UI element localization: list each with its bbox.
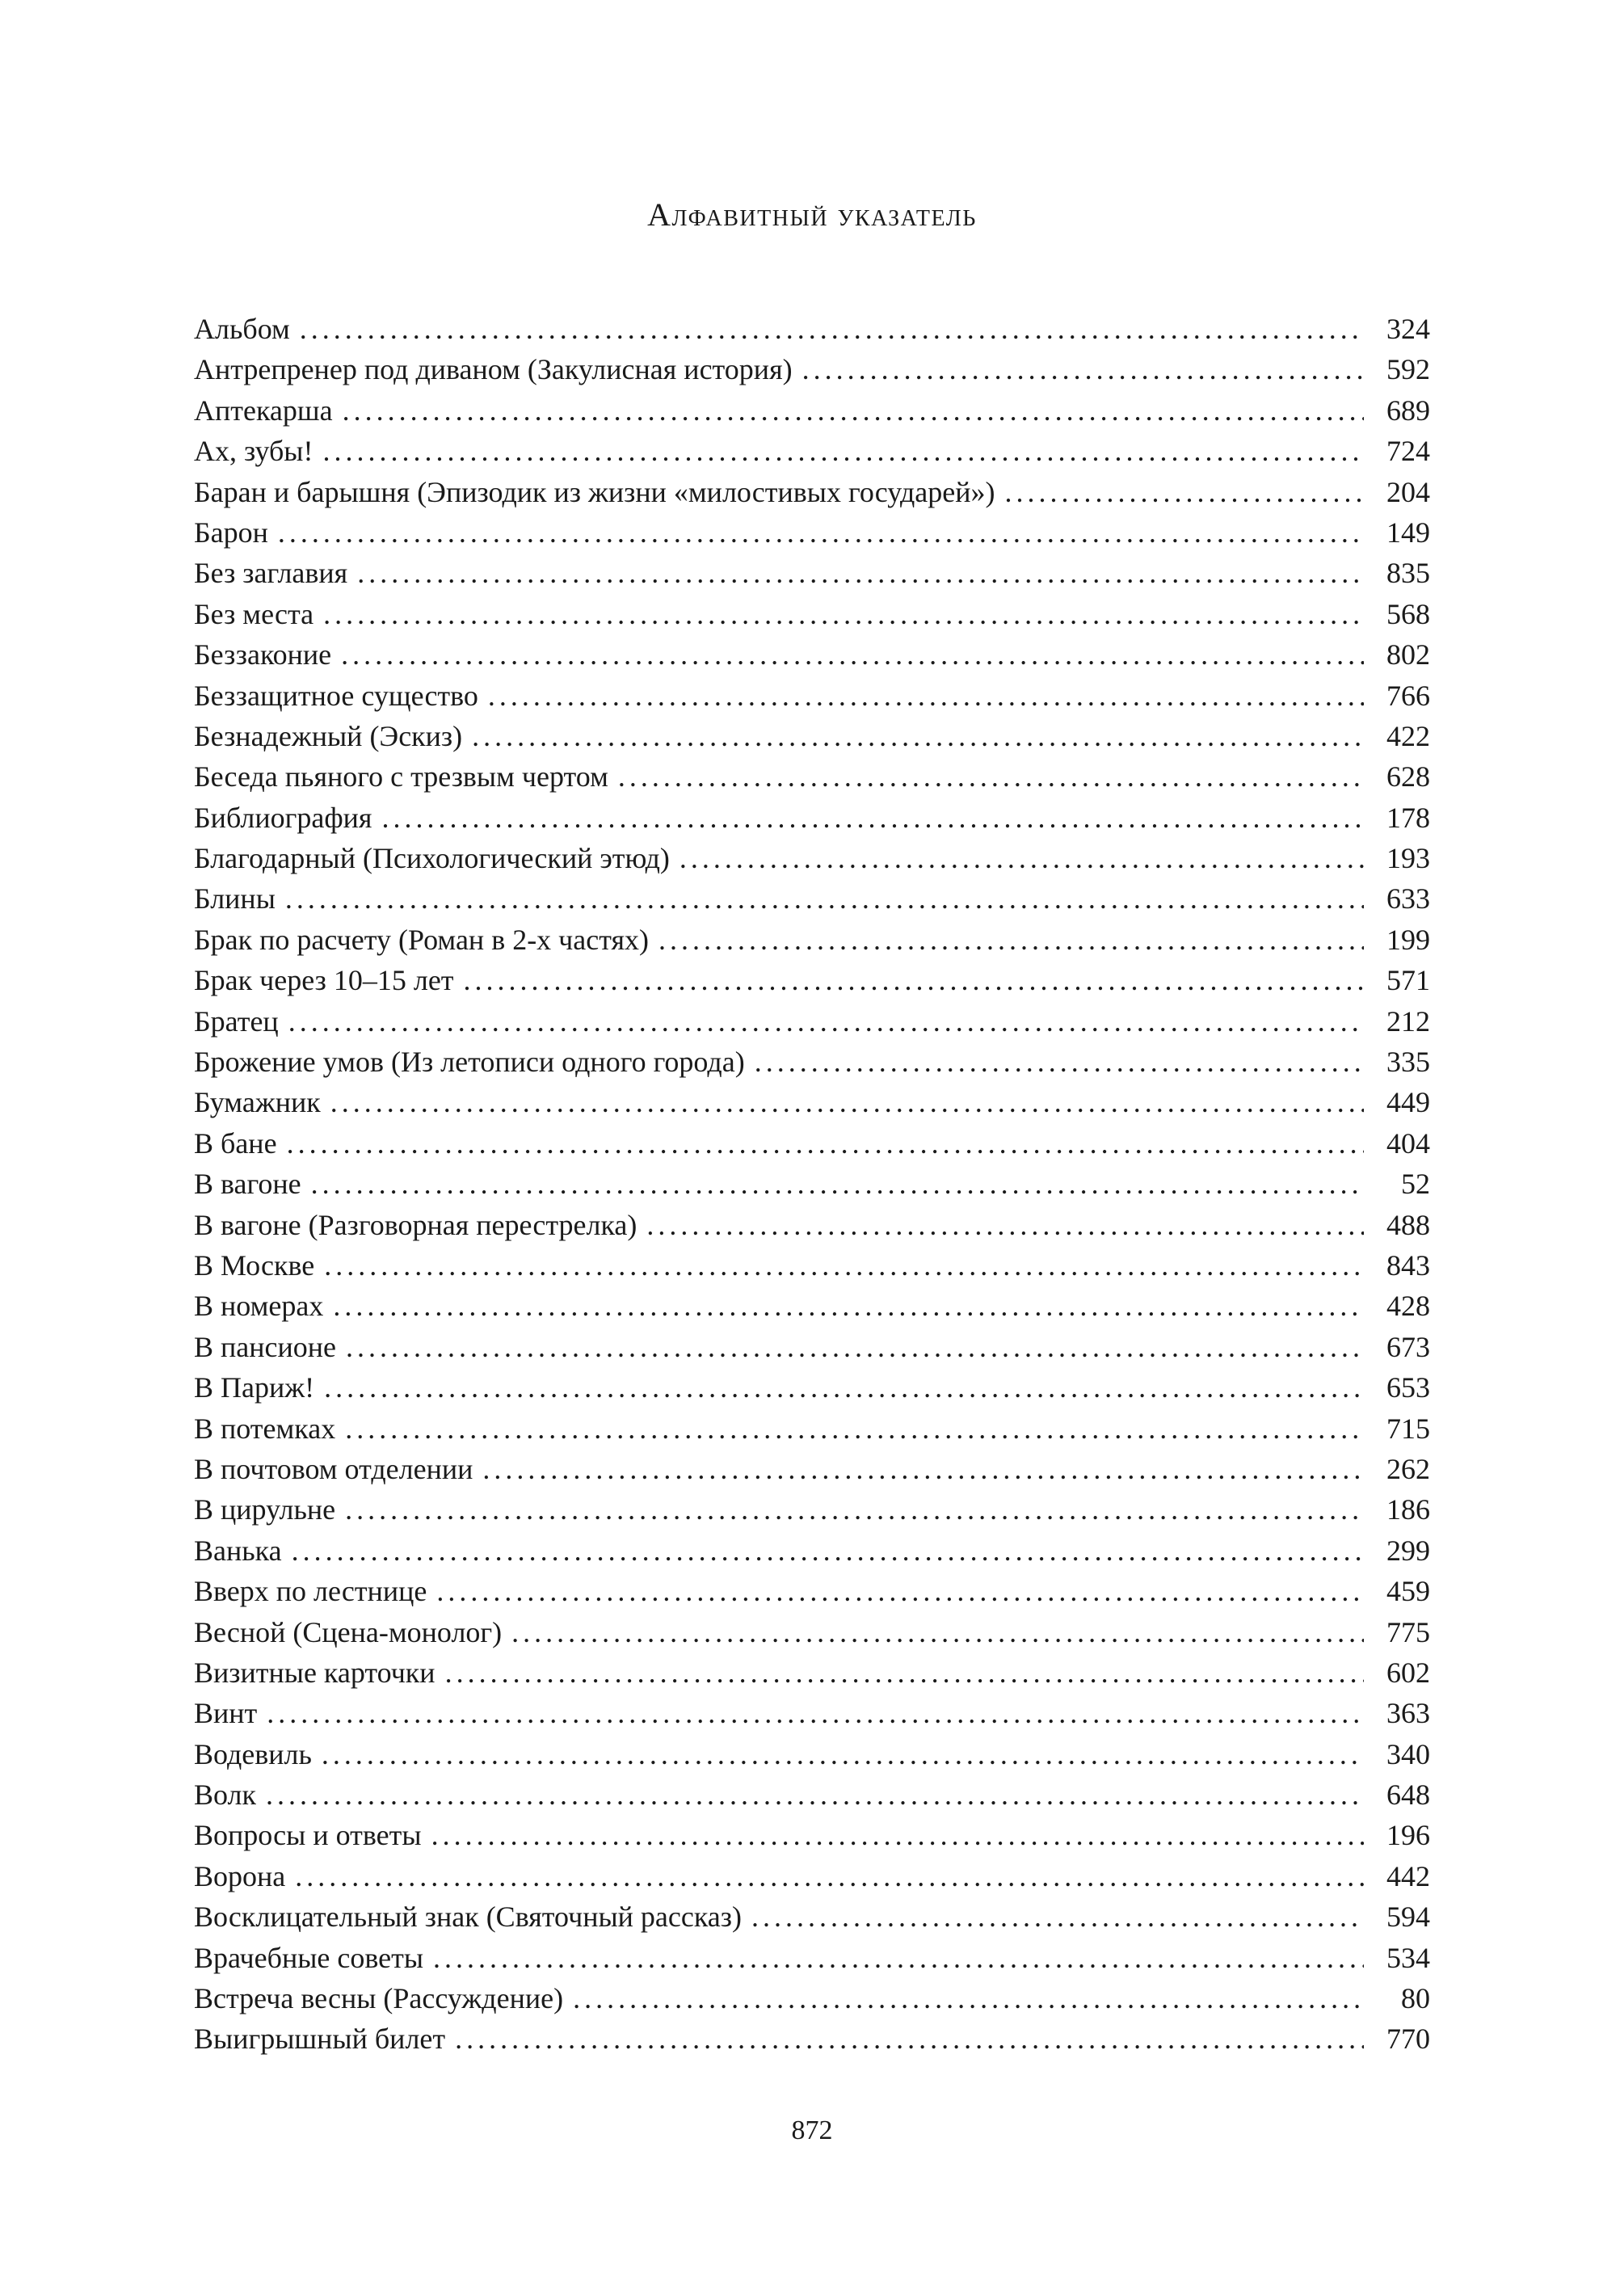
index-entry-page: 568 xyxy=(1386,597,1430,630)
index-entry xyxy=(194,1978,1430,2018)
index-entry xyxy=(194,1734,1430,1774)
dot-leader xyxy=(322,1734,1364,1774)
index-entry-title: Беседа пьяного с трезвым чертом xyxy=(194,760,608,794)
dot-leader xyxy=(345,1408,1364,1449)
index-entry-page: 262 xyxy=(1386,1452,1430,1485)
index-entry xyxy=(194,1571,1430,1611)
index-entry xyxy=(194,512,1430,553)
index-entry-page: 802 xyxy=(1386,638,1430,671)
page-title: Алфавитный указатель xyxy=(647,196,977,233)
dot-leader xyxy=(322,431,1364,471)
index-entry-page: 193 xyxy=(1386,842,1430,875)
index-entry-page: 186 xyxy=(1386,1493,1430,1526)
index-entry-page: 52 xyxy=(1401,1168,1430,1201)
index-entry xyxy=(194,1815,1430,1855)
dot-leader xyxy=(333,1286,1364,1326)
index-entry xyxy=(194,1530,1430,1571)
index-entry-title: Бумажник xyxy=(194,1086,321,1119)
index-entry-page: 149 xyxy=(1386,516,1430,549)
index-entry-title: Антрепренер под диваном (Закулисная история) xyxy=(194,353,793,386)
index-entry-title: Барон xyxy=(194,516,268,549)
index-entry xyxy=(194,1774,1430,1815)
index-entry-page: 363 xyxy=(1386,1697,1430,1730)
dot-leader xyxy=(295,1856,1364,1896)
dot-leader xyxy=(300,309,1364,349)
index-entry-title: Ворона xyxy=(194,1859,286,1892)
index-entry-title: Блины xyxy=(194,882,276,916)
index-entry-page: 689 xyxy=(1386,394,1430,427)
index-entry-title: Водевиль xyxy=(194,1737,312,1770)
index-entry xyxy=(194,1001,1430,1042)
index-entry-page: 204 xyxy=(1386,475,1430,508)
index-entry xyxy=(194,472,1430,512)
dot-leader xyxy=(345,1489,1364,1530)
index-entry-title: Безнадежный (Эскиз) xyxy=(194,719,463,752)
index-entry xyxy=(194,349,1430,389)
page-number: 872 xyxy=(791,2115,833,2145)
index-entry-title: Врачебные советы xyxy=(194,1941,424,1974)
index-entry-title: Встреча весны (Рассуждение) xyxy=(194,1982,564,2015)
index-entry-title: Альбом xyxy=(194,313,290,345)
index-entry-page: 673 xyxy=(1386,1330,1430,1363)
index-entry-title: В номерах xyxy=(194,1290,324,1323)
index-entry-page: 422 xyxy=(1386,719,1430,752)
index-entry-title: Баран и барышня (Эпизодик из жизни «милостивых государей») xyxy=(194,475,995,508)
dot-leader xyxy=(285,878,1364,919)
index-entry-title: Визитные карточки xyxy=(194,1656,435,1689)
dot-leader xyxy=(324,1245,1364,1286)
dot-leader xyxy=(1005,472,1365,512)
alphabetical-index-list xyxy=(194,309,1430,2060)
index-entry-title: В Москве xyxy=(194,1248,315,1282)
index-entry xyxy=(194,878,1430,919)
index-entry xyxy=(194,431,1430,471)
dot-leader xyxy=(472,716,1364,756)
index-entry xyxy=(194,553,1430,593)
index-entry xyxy=(194,1123,1430,1164)
dot-leader xyxy=(464,960,1364,1000)
index-entry xyxy=(194,594,1430,634)
index-entry-page: 299 xyxy=(1386,1534,1430,1567)
dot-leader xyxy=(288,1001,1364,1042)
index-entry-page: 835 xyxy=(1386,557,1430,590)
index-entry xyxy=(194,1082,1430,1122)
index-entry-title: В цирульне xyxy=(194,1493,336,1526)
index-entry-title: Библиография xyxy=(194,801,372,834)
index-entry-page: 602 xyxy=(1386,1656,1430,1689)
dot-leader xyxy=(343,390,1364,431)
index-entry-page: 428 xyxy=(1386,1290,1430,1323)
dot-leader xyxy=(658,920,1364,960)
index-entry-page: 628 xyxy=(1386,760,1430,794)
index-entry-title: Брожение умов (Из летописи одного города) xyxy=(194,1046,745,1079)
index-entry-page: 653 xyxy=(1386,1371,1430,1404)
index-entry xyxy=(194,1164,1430,1204)
index-entry-title: Вопросы и ответы xyxy=(194,1819,422,1852)
index-entry-title: В вагоне xyxy=(194,1168,301,1201)
index-entry xyxy=(194,1408,1430,1449)
index-entry-title: Винт xyxy=(194,1697,258,1730)
index-entry-page: 459 xyxy=(1386,1575,1430,1608)
dot-leader xyxy=(751,1896,1364,1937)
index-entry xyxy=(194,2018,1430,2059)
index-entry-title: В бане xyxy=(194,1126,277,1160)
dot-leader xyxy=(330,1082,1364,1122)
index-entry xyxy=(194,1489,1430,1530)
dot-leader xyxy=(573,1978,1364,2018)
index-entry xyxy=(194,1652,1430,1693)
index-entry-page: 571 xyxy=(1386,964,1430,997)
dot-leader xyxy=(311,1164,1364,1204)
index-entry-page: 196 xyxy=(1386,1819,1430,1852)
index-entry xyxy=(194,960,1430,1000)
index-entry-page: 775 xyxy=(1386,1615,1430,1648)
index-entry-page: 449 xyxy=(1386,1086,1430,1119)
index-entry-page: 80 xyxy=(1401,1982,1430,2015)
index-entry-title: Аптекарша xyxy=(194,394,333,427)
index-entry-page: 212 xyxy=(1386,1004,1430,1038)
index-entry-page: 715 xyxy=(1386,1412,1430,1445)
index-entry-title: В вагоне (Разговорная перестрелка) xyxy=(194,1208,637,1241)
dot-leader xyxy=(266,1774,1364,1815)
index-entry-title: Братец xyxy=(194,1004,279,1038)
index-entry-title: Ах, зубы! xyxy=(194,435,313,468)
index-entry-page: 633 xyxy=(1386,882,1430,916)
index-entry xyxy=(194,756,1430,797)
index-entry-title: В пансионе xyxy=(194,1330,337,1363)
index-entry-title: Восклицательный знак (Святочный рассказ) xyxy=(194,1901,742,1934)
dot-leader xyxy=(482,1449,1364,1489)
dot-leader xyxy=(324,1367,1364,1408)
index-entry xyxy=(194,390,1430,431)
dot-leader xyxy=(433,1938,1364,1978)
dot-leader xyxy=(357,553,1364,593)
dot-leader xyxy=(488,676,1364,716)
index-entry xyxy=(194,1367,1430,1408)
index-entry-page: 770 xyxy=(1386,2023,1430,2056)
index-entry-page: 178 xyxy=(1386,801,1430,834)
dot-leader xyxy=(511,1612,1364,1652)
index-entry-page: 404 xyxy=(1386,1126,1430,1160)
index-entry xyxy=(194,676,1430,716)
index-entry-page: 324 xyxy=(1386,313,1430,345)
index-entry xyxy=(194,1042,1430,1082)
index-entry-title: Ванька xyxy=(194,1534,282,1567)
index-entry xyxy=(194,1327,1430,1367)
index-entry xyxy=(194,1938,1430,1978)
index-entry-page: 594 xyxy=(1386,1901,1430,1934)
index-entry xyxy=(194,798,1430,838)
index-entry-title: Волк xyxy=(194,1779,256,1812)
dot-leader xyxy=(323,594,1364,634)
dot-leader xyxy=(381,798,1364,838)
index-entry-title: Беззащитное существо xyxy=(194,679,478,712)
index-entry-title: В Париж! xyxy=(194,1371,315,1404)
index-entry xyxy=(194,920,1430,960)
index-entry-title: В потемках xyxy=(194,1412,336,1445)
dot-leader xyxy=(679,838,1364,878)
index-entry xyxy=(194,309,1430,349)
index-entry xyxy=(194,838,1430,878)
index-entry-title: Без места xyxy=(194,597,314,630)
index-entry-title: Вверх по лестнице xyxy=(194,1575,427,1608)
dot-leader xyxy=(445,1652,1364,1693)
dot-leader xyxy=(431,1815,1364,1855)
index-entry xyxy=(194,634,1430,675)
index-entry-title: Выигрышный билет xyxy=(194,2023,446,2056)
dot-leader xyxy=(618,756,1364,797)
dot-leader xyxy=(267,1693,1364,1733)
index-entry-title: В почтовом отделении xyxy=(194,1452,473,1485)
dot-leader xyxy=(755,1042,1364,1082)
index-entry-title: Брак через 10–15 лет xyxy=(194,964,454,997)
dot-leader xyxy=(646,1205,1364,1245)
index-entry-page: 199 xyxy=(1386,923,1430,956)
dot-leader xyxy=(802,349,1364,389)
index-entry-page: 724 xyxy=(1386,435,1430,468)
index-entry-page: 766 xyxy=(1386,679,1430,712)
index-entry xyxy=(194,1612,1430,1652)
index-entry-page: 534 xyxy=(1386,1941,1430,1974)
index-entry-page: 488 xyxy=(1386,1208,1430,1241)
dot-leader xyxy=(278,512,1364,553)
index-entry-page: 442 xyxy=(1386,1859,1430,1892)
index-entry xyxy=(194,1693,1430,1733)
dot-leader xyxy=(346,1327,1364,1367)
index-entry-page: 592 xyxy=(1386,353,1430,386)
index-entry-page: 340 xyxy=(1386,1737,1430,1770)
index-entry xyxy=(194,1449,1430,1489)
dot-leader xyxy=(455,2018,1364,2059)
index-entry-page: 648 xyxy=(1386,1779,1430,1812)
dot-leader xyxy=(287,1123,1364,1164)
index-entry-title: Весной (Сцена-монолог) xyxy=(194,1615,503,1648)
index-entry-page: 843 xyxy=(1386,1248,1430,1282)
index-entry-title: Брак по расчету (Роман в 2-х частях) xyxy=(194,923,650,956)
index-entry xyxy=(194,1245,1430,1286)
index-entry xyxy=(194,1856,1430,1896)
index-entry-title: Беззаконие xyxy=(194,638,332,671)
index-entry-page: 335 xyxy=(1386,1046,1430,1079)
index-entry xyxy=(194,1205,1430,1245)
dot-leader xyxy=(436,1571,1364,1611)
index-entry-title: Благодарный (Психологический этюд) xyxy=(194,842,670,875)
dot-leader xyxy=(292,1530,1364,1571)
dot-leader xyxy=(341,634,1364,675)
index-entry xyxy=(194,716,1430,756)
index-entry xyxy=(194,1896,1430,1937)
index-entry xyxy=(194,1286,1430,1326)
index-entry-title: Без заглавия xyxy=(194,557,348,590)
